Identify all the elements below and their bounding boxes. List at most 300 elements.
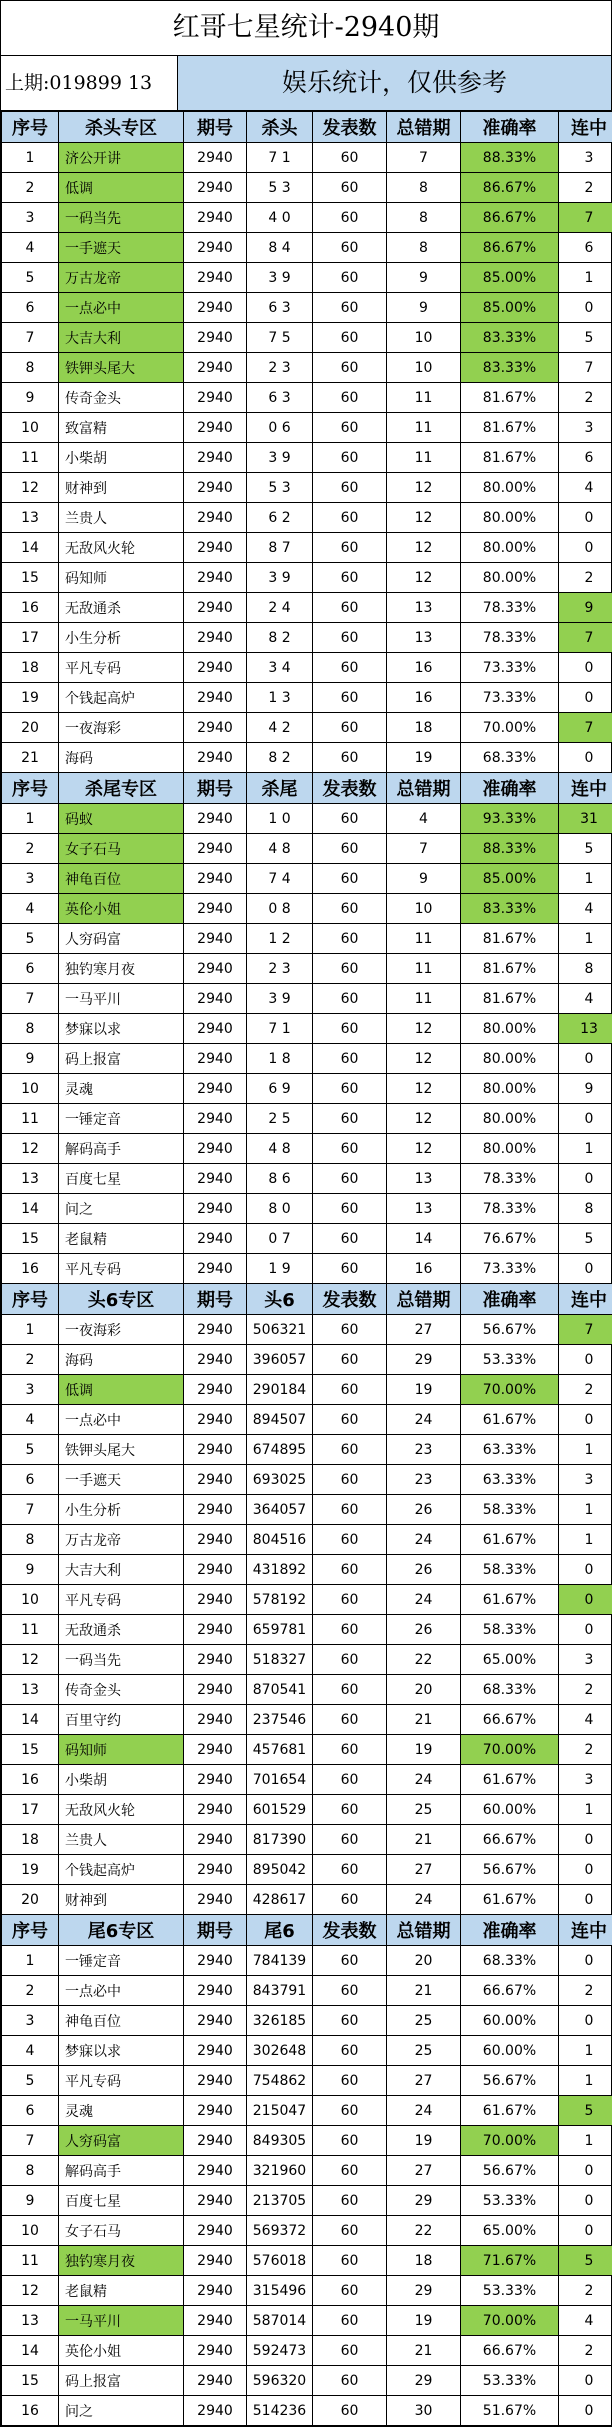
name-cell: 海码 — [59, 743, 184, 773]
error-count-cell: 12 — [387, 1074, 461, 1104]
error-count-cell: 25 — [387, 1795, 461, 1825]
row-number-cell: 6 — [2, 954, 59, 984]
error-count-cell: 24 — [387, 1585, 461, 1615]
accuracy-cell: 60.00% — [461, 2006, 559, 2036]
issue-cell: 2940 — [184, 233, 247, 263]
accuracy-cell: 81.67% — [461, 924, 559, 954]
name-cell: 铁钾头尾大 — [59, 353, 184, 383]
row-number-cell: 5 — [2, 924, 59, 954]
issue-cell: 2940 — [184, 653, 247, 683]
name-cell: 无敌风火轮 — [59, 533, 184, 563]
issue-cell: 2940 — [184, 713, 247, 743]
error-count-cell: 24 — [387, 1885, 461, 1915]
issue-cell: 2940 — [184, 1134, 247, 1164]
accuracy-cell: 63.33% — [461, 1465, 559, 1495]
column-header: 准确率 — [461, 112, 559, 143]
row-number-cell: 15 — [2, 1224, 59, 1254]
row-number-cell: 11 — [2, 1104, 59, 1134]
row-number-cell: 6 — [2, 1465, 59, 1495]
name-cell: 英伦小姐 — [59, 2336, 184, 2366]
name-cell: 问之 — [59, 2396, 184, 2426]
error-count-cell: 26 — [387, 1615, 461, 1645]
streak-cell: 0 — [559, 1585, 612, 1615]
streak-cell: 4 — [559, 473, 612, 503]
accuracy-cell: 76.67% — [461, 1224, 559, 1254]
accuracy-cell: 65.00% — [461, 1645, 559, 1675]
streak-cell: 0 — [559, 2186, 612, 2216]
streak-cell: 0 — [559, 743, 612, 773]
streak-cell: 1 — [559, 263, 612, 293]
accuracy-cell: 81.67% — [461, 984, 559, 1014]
value-cell: 302648 — [247, 2036, 313, 2066]
streak-cell: 0 — [559, 1345, 612, 1375]
value-cell: 514236 — [247, 2396, 313, 2426]
post-count-cell: 60 — [313, 653, 387, 683]
issue-cell: 2940 — [184, 383, 247, 413]
error-count-cell: 27 — [387, 1855, 461, 1885]
row-number-cell: 14 — [2, 1194, 59, 1224]
row-number-cell: 13 — [2, 2306, 59, 2336]
streak-cell: 1 — [559, 1795, 612, 1825]
name-cell: 独钓寒月夜 — [59, 954, 184, 984]
accuracy-cell: 81.67% — [461, 443, 559, 473]
name-cell: 一锤定音 — [59, 1104, 184, 1134]
accuracy-cell: 56.67% — [461, 2156, 559, 2186]
table-row — [2, 1946, 612, 1976]
post-count-cell: 60 — [313, 1074, 387, 1104]
error-count-cell: 10 — [387, 353, 461, 383]
error-count-cell: 11 — [387, 413, 461, 443]
issue-cell: 2940 — [184, 2336, 247, 2366]
post-count-cell: 60 — [313, 293, 387, 323]
table-row — [2, 894, 612, 924]
post-count-cell: 60 — [313, 743, 387, 773]
issue-cell: 2940 — [184, 1885, 247, 1915]
post-count-cell: 60 — [313, 503, 387, 533]
error-count-cell: 9 — [387, 293, 461, 323]
column-header: 序号 — [2, 112, 59, 143]
post-count-cell: 60 — [313, 984, 387, 1014]
error-count-cell: 29 — [387, 2186, 461, 2216]
table-row — [2, 954, 612, 984]
last-period: 上期:019899 13 — [1, 56, 178, 110]
issue-cell: 2940 — [184, 804, 247, 834]
row-number-cell: 4 — [2, 233, 59, 263]
table-row — [2, 1375, 612, 1405]
accuracy-cell: 83.33% — [461, 894, 559, 924]
table-row — [2, 1976, 612, 2006]
post-count-cell: 60 — [313, 1765, 387, 1795]
value-cell: 0 6 — [247, 413, 313, 443]
accuracy-cell: 80.00% — [461, 1104, 559, 1134]
page-title: 红哥七星统计-2940期 — [1, 1, 611, 56]
streak-cell: 0 — [559, 1104, 612, 1134]
streak-cell: 3 — [559, 413, 612, 443]
streak-cell: 0 — [559, 1855, 612, 1885]
accuracy-cell: 63.33% — [461, 1435, 559, 1465]
row-number-cell: 14 — [2, 1705, 59, 1735]
post-count-cell: 60 — [313, 2126, 387, 2156]
column-header: 期号 — [184, 1915, 247, 1946]
row-number-cell: 19 — [2, 683, 59, 713]
issue-cell: 2940 — [184, 1645, 247, 1675]
table-row — [2, 1675, 612, 1705]
error-count-cell: 21 — [387, 1976, 461, 2006]
post-count-cell: 60 — [313, 263, 387, 293]
issue-cell: 2940 — [184, 1405, 247, 1435]
issue-cell: 2940 — [184, 293, 247, 323]
row-number-cell: 17 — [2, 1795, 59, 1825]
post-count-cell: 60 — [313, 1044, 387, 1074]
section-header — [2, 1284, 612, 1315]
table-row — [2, 1495, 612, 1525]
row-number-cell: 16 — [2, 1254, 59, 1284]
value-cell: 2 3 — [247, 353, 313, 383]
post-count-cell: 60 — [313, 203, 387, 233]
post-count-cell: 60 — [313, 713, 387, 743]
name-cell: 小柴胡 — [59, 443, 184, 473]
error-count-cell: 23 — [387, 1465, 461, 1495]
name-cell: 无敌通杀 — [59, 593, 184, 623]
streak-cell: 7 — [559, 623, 612, 653]
post-count-cell: 60 — [313, 2096, 387, 2126]
name-cell: 一点必中 — [59, 1976, 184, 2006]
row-number-cell: 10 — [2, 413, 59, 443]
row-number-cell: 1 — [2, 1946, 59, 1976]
value-cell: 8 7 — [247, 533, 313, 563]
value-cell: 215047 — [247, 2096, 313, 2126]
value-cell: 592473 — [247, 2336, 313, 2366]
post-count-cell: 60 — [313, 924, 387, 954]
error-count-cell: 8 — [387, 233, 461, 263]
name-cell: 济公开讲 — [59, 143, 184, 173]
streak-cell: 3 — [559, 1465, 612, 1495]
accuracy-cell: 51.67% — [461, 2396, 559, 2426]
value-cell: 428617 — [247, 1885, 313, 1915]
name-cell: 解码高手 — [59, 2156, 184, 2186]
accuracy-cell: 80.00% — [461, 563, 559, 593]
issue-cell: 2940 — [184, 834, 247, 864]
post-count-cell: 60 — [313, 2336, 387, 2366]
value-cell: 8 2 — [247, 623, 313, 653]
streak-cell: 1 — [559, 2066, 612, 2096]
name-cell: 百里守约 — [59, 1705, 184, 1735]
value-cell: 4 2 — [247, 713, 313, 743]
error-count-cell: 27 — [387, 1315, 461, 1345]
post-count-cell: 60 — [313, 443, 387, 473]
row-number-cell: 15 — [2, 2366, 59, 2396]
column-header: 序号 — [2, 1284, 59, 1315]
name-cell: 码知师 — [59, 563, 184, 593]
name-cell: 独钓寒月夜 — [59, 2246, 184, 2276]
value-cell: 693025 — [247, 1465, 313, 1495]
table-row — [2, 1885, 612, 1915]
error-count-cell: 7 — [387, 834, 461, 864]
table-row — [2, 1765, 612, 1795]
issue-cell: 2940 — [184, 1375, 247, 1405]
accuracy-cell: 65.00% — [461, 2216, 559, 2246]
accuracy-cell: 80.00% — [461, 1014, 559, 1044]
streak-cell: 5 — [559, 2096, 612, 2126]
table-row — [2, 1345, 612, 1375]
issue-cell: 2940 — [184, 593, 247, 623]
name-cell: 神龟百位 — [59, 2006, 184, 2036]
error-count-cell: 20 — [387, 1675, 461, 1705]
accuracy-cell: 70.00% — [461, 1375, 559, 1405]
streak-cell: 0 — [559, 1405, 612, 1435]
value-cell: 674895 — [247, 1435, 313, 1465]
row-number-cell: 19 — [2, 1855, 59, 1885]
streak-cell: 1 — [559, 1525, 612, 1555]
column-header: 序号 — [2, 1915, 59, 1946]
table-row — [2, 413, 612, 443]
streak-cell: 8 — [559, 1194, 612, 1224]
error-count-cell: 10 — [387, 894, 461, 924]
error-count-cell: 24 — [387, 1765, 461, 1795]
table-row — [2, 503, 612, 533]
streak-cell: 7 — [559, 1315, 612, 1345]
post-count-cell: 60 — [313, 864, 387, 894]
value-cell: 587014 — [247, 2306, 313, 2336]
post-count-cell: 60 — [313, 1104, 387, 1134]
error-count-cell: 30 — [387, 2396, 461, 2426]
table-row — [2, 804, 612, 834]
issue-cell: 2940 — [184, 2306, 247, 2336]
accuracy-cell: 83.33% — [461, 353, 559, 383]
row-number-cell: 9 — [2, 383, 59, 413]
row-number-cell: 20 — [2, 713, 59, 743]
streak-cell: 8 — [559, 954, 612, 984]
table-row — [2, 2126, 612, 2156]
streak-cell: 0 — [559, 1254, 612, 1284]
name-cell: 灵魂 — [59, 2096, 184, 2126]
streak-cell: 0 — [559, 683, 612, 713]
error-count-cell: 12 — [387, 1104, 461, 1134]
value-cell: 1 8 — [247, 1044, 313, 1074]
issue-cell: 2940 — [184, 1555, 247, 1585]
issue-cell: 2940 — [184, 533, 247, 563]
post-count-cell: 60 — [313, 1615, 387, 1645]
issue-cell: 2940 — [184, 1345, 247, 1375]
accuracy-cell: 80.00% — [461, 1074, 559, 1104]
value-cell: 894507 — [247, 1405, 313, 1435]
streak-cell: 2 — [559, 1735, 612, 1765]
streak-cell: 7 — [559, 353, 612, 383]
issue-cell: 2940 — [184, 1825, 247, 1855]
accuracy-cell: 83.33% — [461, 323, 559, 353]
value-cell: 431892 — [247, 1555, 313, 1585]
row-number-cell: 7 — [2, 984, 59, 1014]
column-header: 杀头 — [247, 112, 313, 143]
post-count-cell: 60 — [313, 834, 387, 864]
value-cell: 6 3 — [247, 383, 313, 413]
post-count-cell: 60 — [313, 2276, 387, 2306]
post-count-cell: 60 — [313, 233, 387, 263]
name-cell: 个钱起高炉 — [59, 683, 184, 713]
name-cell: 百度七星 — [59, 1164, 184, 1194]
error-count-cell: 27 — [387, 2066, 461, 2096]
accuracy-cell: 66.67% — [461, 1705, 559, 1735]
name-cell: 老鼠精 — [59, 1224, 184, 1254]
error-count-cell: 22 — [387, 2216, 461, 2246]
row-number-cell: 7 — [2, 2126, 59, 2156]
streak-cell: 0 — [559, 2396, 612, 2426]
issue-cell: 2940 — [184, 2006, 247, 2036]
value-cell: 4 8 — [247, 834, 313, 864]
row-number-cell: 2 — [2, 1345, 59, 1375]
name-cell: 财神到 — [59, 473, 184, 503]
value-cell: 321960 — [247, 2156, 313, 2186]
streak-cell: 9 — [559, 593, 612, 623]
error-count-cell: 22 — [387, 1645, 461, 1675]
post-count-cell: 60 — [313, 1825, 387, 1855]
value-cell: 213705 — [247, 2186, 313, 2216]
error-count-cell: 12 — [387, 503, 461, 533]
row-number-cell: 8 — [2, 2156, 59, 2186]
name-cell: 码蚁 — [59, 804, 184, 834]
table-row — [2, 1315, 612, 1345]
streak-cell: 5 — [559, 323, 612, 353]
streak-cell: 5 — [559, 1224, 612, 1254]
row-number-cell: 4 — [2, 894, 59, 924]
table-row — [2, 1044, 612, 1074]
name-cell: 一锤定音 — [59, 1946, 184, 1976]
table-row — [2, 2156, 612, 2186]
issue-cell: 2940 — [184, 1976, 247, 2006]
table-row — [2, 834, 612, 864]
name-cell: 女子石马 — [59, 834, 184, 864]
column-header: 准确率 — [461, 1915, 559, 1946]
accuracy-cell: 86.67% — [461, 233, 559, 263]
issue-cell: 2940 — [184, 2246, 247, 2276]
value-cell: 290184 — [247, 1375, 313, 1405]
value-cell: 3 4 — [247, 653, 313, 683]
streak-cell: 3 — [559, 143, 612, 173]
table-row — [2, 2276, 612, 2306]
post-count-cell: 60 — [313, 473, 387, 503]
row-number-cell: 7 — [2, 323, 59, 353]
accuracy-cell: 85.00% — [461, 293, 559, 323]
column-header: 总错期 — [387, 1915, 461, 1946]
streak-cell: 1 — [559, 2036, 612, 2066]
post-count-cell: 60 — [313, 2306, 387, 2336]
name-cell: 平凡专码 — [59, 1585, 184, 1615]
error-count-cell: 12 — [387, 1134, 461, 1164]
column-header: 杀头专区 — [59, 112, 184, 143]
value-cell: 457681 — [247, 1735, 313, 1765]
row-number-cell: 2 — [2, 173, 59, 203]
row-number-cell: 13 — [2, 1675, 59, 1705]
issue-cell: 2940 — [184, 1585, 247, 1615]
streak-cell: 0 — [559, 2156, 612, 2186]
row-number-cell: 1 — [2, 1315, 59, 1345]
accuracy-cell: 61.67% — [461, 1405, 559, 1435]
accuracy-cell: 81.67% — [461, 954, 559, 984]
error-count-cell: 29 — [387, 2276, 461, 2306]
streak-cell: 2 — [559, 1675, 612, 1705]
row-number-cell: 10 — [2, 1074, 59, 1104]
table-row — [2, 683, 612, 713]
value-cell: 237546 — [247, 1705, 313, 1735]
error-count-cell: 8 — [387, 173, 461, 203]
post-count-cell: 60 — [313, 1735, 387, 1765]
name-cell: 梦寐以求 — [59, 1014, 184, 1044]
value-cell: 6 2 — [247, 503, 313, 533]
streak-cell: 0 — [559, 1615, 612, 1645]
table-row — [2, 1224, 612, 1254]
row-number-cell: 1 — [2, 143, 59, 173]
name-cell: 平凡专码 — [59, 2066, 184, 2096]
accuracy-cell: 80.00% — [461, 533, 559, 563]
name-cell: 平凡专码 — [59, 653, 184, 683]
streak-cell: 1 — [559, 1435, 612, 1465]
value-cell: 7 1 — [247, 1014, 313, 1044]
error-count-cell: 8 — [387, 203, 461, 233]
issue-cell: 2940 — [184, 984, 247, 1014]
error-count-cell: 12 — [387, 1044, 461, 1074]
accuracy-cell: 53.33% — [461, 2186, 559, 2216]
post-count-cell: 60 — [313, 2366, 387, 2396]
row-number-cell: 11 — [2, 2246, 59, 2276]
issue-cell: 2940 — [184, 924, 247, 954]
column-header: 期号 — [184, 112, 247, 143]
accuracy-cell: 58.33% — [461, 1615, 559, 1645]
post-count-cell: 60 — [313, 1555, 387, 1585]
name-cell: 一夜海彩 — [59, 1315, 184, 1345]
issue-cell: 2940 — [184, 954, 247, 984]
streak-cell: 2 — [559, 563, 612, 593]
table-row — [2, 1795, 612, 1825]
row-number-cell: 7 — [2, 1495, 59, 1525]
row-number-cell: 21 — [2, 743, 59, 773]
post-count-cell: 60 — [313, 1675, 387, 1705]
accuracy-cell: 81.67% — [461, 383, 559, 413]
row-number-cell: 2 — [2, 834, 59, 864]
section-header — [2, 773, 612, 804]
value-cell: 659781 — [247, 1615, 313, 1645]
accuracy-cell: 86.67% — [461, 203, 559, 233]
name-cell: 小柴胡 — [59, 1765, 184, 1795]
streak-cell: 1 — [559, 864, 612, 894]
value-cell: 3 9 — [247, 563, 313, 593]
accuracy-cell: 71.67% — [461, 2246, 559, 2276]
column-header: 期号 — [184, 773, 247, 804]
row-number-cell: 3 — [2, 1375, 59, 1405]
table-row — [2, 1134, 612, 1164]
table-row — [2, 984, 612, 1014]
value-cell: 601529 — [247, 1795, 313, 1825]
row-number-cell: 3 — [2, 2006, 59, 2036]
column-header: 发表数 — [313, 1284, 387, 1315]
error-count-cell: 21 — [387, 2336, 461, 2366]
error-count-cell: 13 — [387, 593, 461, 623]
post-count-cell: 60 — [313, 804, 387, 834]
name-cell: 低调 — [59, 173, 184, 203]
table-row — [2, 1164, 612, 1194]
column-header: 准确率 — [461, 773, 559, 804]
section-header — [2, 112, 612, 143]
error-count-cell: 23 — [387, 1435, 461, 1465]
post-count-cell: 60 — [313, 1855, 387, 1885]
accuracy-cell: 86.67% — [461, 173, 559, 203]
accuracy-cell: 56.67% — [461, 2066, 559, 2096]
streak-cell: 2 — [559, 1375, 612, 1405]
table-row — [2, 1555, 612, 1585]
name-cell: 一点必中 — [59, 293, 184, 323]
value-cell: 7 1 — [247, 143, 313, 173]
name-cell: 一点必中 — [59, 1405, 184, 1435]
post-count-cell: 60 — [313, 623, 387, 653]
